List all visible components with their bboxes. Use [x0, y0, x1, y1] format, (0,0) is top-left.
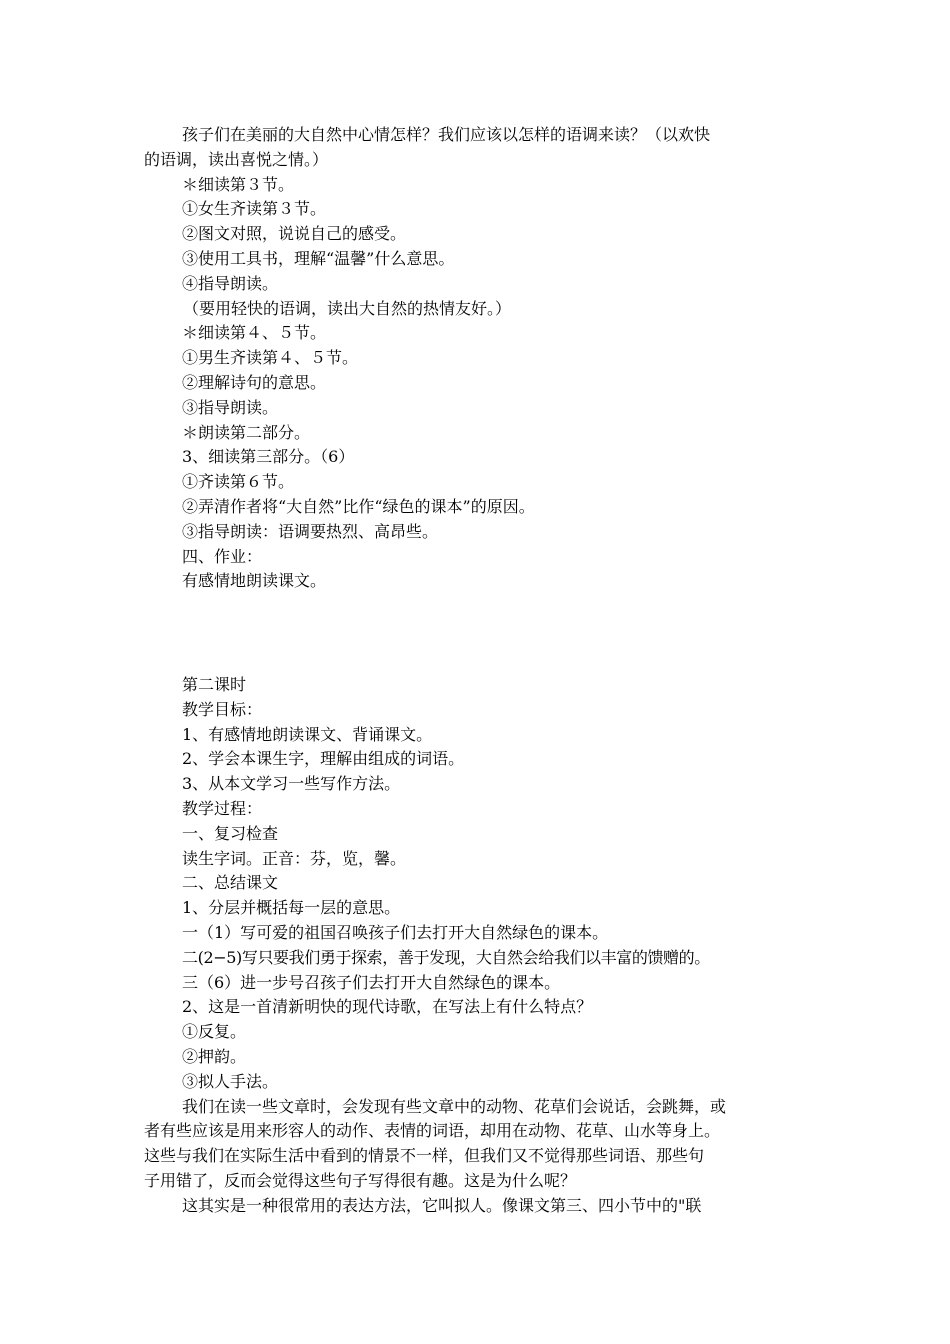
paragraph-line: 子用错了，反而会觉得这些句子写得很有趣。这是为什么呢？ [144, 1170, 577, 1190]
section-heading: 教学目标： [182, 699, 263, 719]
objective-line: 1、有感情地朗读课文、背诵课文。 [182, 724, 433, 744]
step-line: ①反复。 [182, 1022, 247, 1042]
step-line: ＊细读第４、５节。 [182, 323, 327, 343]
section-2 [144, 673, 816, 1219]
intro-line-2: 的语调，读出喜悦之情。） [144, 149, 329, 169]
step-line: ②押韵。 [182, 1046, 247, 1066]
step-line: ①女生齐读第３节。 [182, 199, 327, 219]
step-line: ③指导朗读。 [182, 397, 279, 417]
step-line: 一（1）写可爱的祖国召唤孩子们去打开大自然绿色的课本。 [182, 922, 609, 942]
intro-line-1: 孩子们在美丽的大自然中心情怎样？我们应该以怎样的语调来读？（以欢快 [182, 125, 711, 144]
step-line: 三（6）进一步号召孩子们去打开大自然绿色的课本。 [182, 972, 561, 992]
step-line: 2、这是一首清新明快的现代诗歌，在写法上有什么特点？ [182, 997, 593, 1017]
step-line: ②弄清作者将“大自然”比作“绿色的课本”的原因。 [182, 496, 535, 516]
paragraph-line: 者有些应该是用来形容人的动作、表情的词语，却用在动物、花草、山水等身上。 [144, 1121, 721, 1141]
objective-line: 3、从本文学习一些写作方法。 [182, 774, 401, 794]
step-line: 二(2−5)写只要我们勇于探索，善于发现，大自然会给我们以丰富的馈赠的。 [182, 947, 710, 967]
step-line: 1、分层并概括每一层的意思。 [182, 898, 401, 918]
section-heading: 一、复习检查 [182, 823, 279, 843]
paragraph-line: 我们在读一些文章时，会发现有些文章中的动物、花草们会说话，会跳舞，或 [182, 1096, 727, 1116]
step-line: ③拟人手法。 [182, 1071, 279, 1091]
paragraph-line: 这其实是一种很常用的表达方法，它叫拟人。像课文第三、四小节中的"联 [182, 1195, 702, 1215]
step-line: 3、细读第三部分。（6） [182, 447, 355, 467]
step-line: ②图文对照，说说自己的感受。 [182, 224, 407, 244]
step-line: ③指导朗读：语调要热烈、高昂些。 [182, 521, 439, 541]
step-line: ＊细读第３节。 [182, 174, 295, 194]
lesson-title: 第二课时 [182, 675, 247, 694]
step-line: ②理解诗句的意思。 [182, 372, 327, 392]
step-line: 有感情地朗读课文。 [182, 571, 327, 591]
paragraph-line: 这些与我们在实际生活中看到的情景不一样，但我们又不觉得那些词语、那些句 [144, 1146, 705, 1166]
step-line: ①齐读第６节。 [182, 472, 295, 492]
section-heading: 四、作业： [182, 546, 263, 566]
section-1 [144, 123, 816, 594]
step-line: ③使用工具书，理解“温馨”什么意思。 [182, 248, 455, 268]
step-line: （要用轻快的语调，读出大自然的热情友好。） [183, 298, 512, 318]
step-line: 读生字词。正音：芬，览，馨。 [182, 848, 407, 868]
section-heading: 二、总结课文 [182, 873, 279, 893]
objective-line: 2、学会本课生字，理解由组成的词语。 [182, 749, 465, 769]
step-line: ＊朗读第二部分。 [182, 422, 311, 442]
step-line: ①男生齐读第４、５节。 [182, 348, 359, 368]
step-line: ④指导朗读。 [182, 273, 279, 293]
section-heading: 教学过程： [182, 798, 263, 818]
